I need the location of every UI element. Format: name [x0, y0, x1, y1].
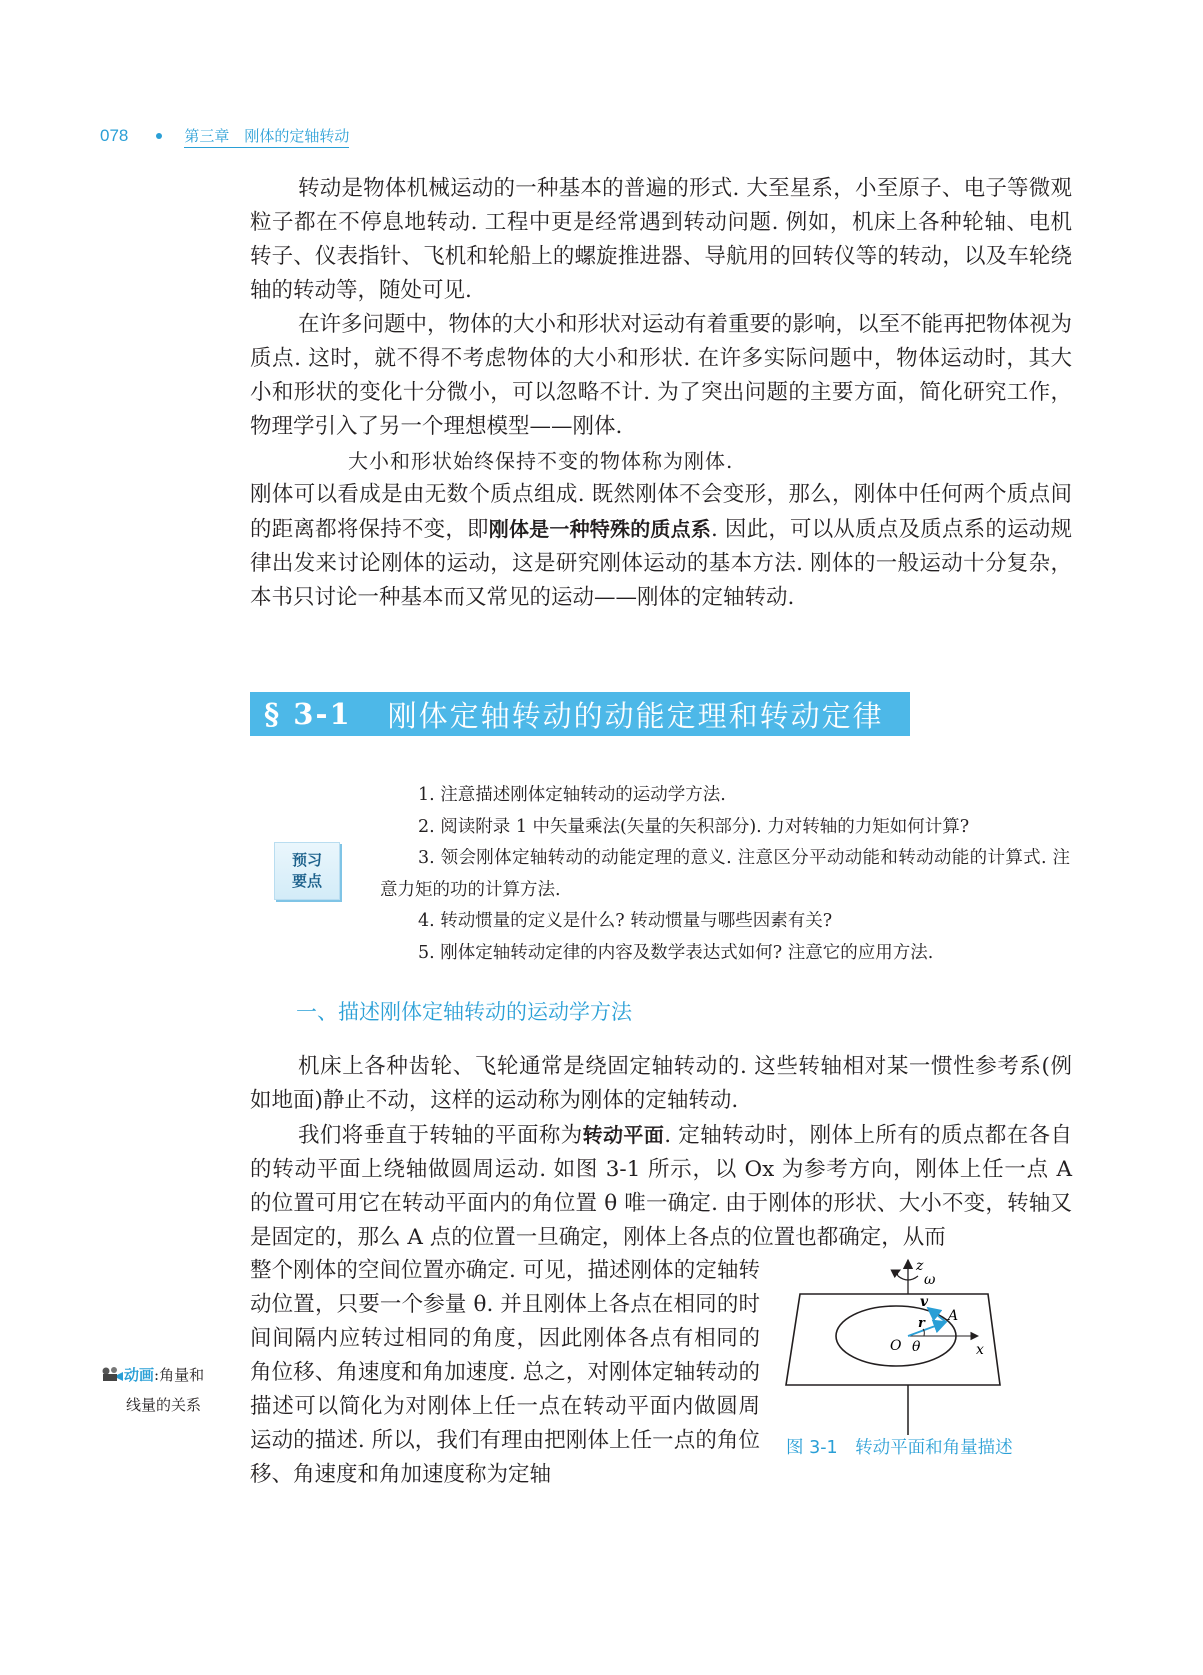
figure-3-1	[778, 1250, 1078, 1510]
paragraph: 整个刚体的空间位置亦确定. 可见，描述刚体的定轴转动位置，只要一个参量 θ. 并且刚体上各点在相同的时间间隔内应转过相同的角度，因此刚体各点有相同的角位移、角速度和角加速度. 总之，对刚体定轴转动的描述可以简化为对刚体上任一点在转动平面内做圆周运动的描述. 所以，我们有理由把刚体上任一点的角位移、角速度和角加速度称为定轴	[250, 1258, 760, 1487]
chapter-link[interactable]: 第三章 刚体的定轴转动	[184, 125, 349, 148]
paragraph: 机床上各种齿轮、飞轮通常是绕固定轴转动的. 这些转轴相对某一惯性参考系(例如地面)静止不动，这样的运动称为刚体的定轴转动.	[250, 1054, 1072, 1113]
intro-text	[250, 172, 1072, 615]
r-label: r	[918, 1316, 925, 1331]
section-number: § 3-1	[264, 697, 352, 731]
definition: 大小和形状始终保持不变的物体称为刚体.	[348, 449, 734, 473]
section-title: 刚体定轴转动的动能定理和转动定律	[387, 698, 884, 733]
paragraph: 转动是物体机械运动的一种基本的普遍的形式. 大至星系，小至原子、电子等微观粒子都在不停息地转动. 工程中更是经常遇到转动问题. 例如，机床上各种轮轴、电机转子、仪表指针、飞机和轮船上的螺旋推进器、导航用的回转仪等的转动，以及车轮绕轴的转动等，随处可见.	[250, 176, 1072, 303]
omega-label: ω	[924, 1272, 936, 1288]
note-text: :角量和	[154, 1366, 205, 1384]
list-item: 4. 转动惯量的定义是什么? 转动惯量与哪些因素有关?	[418, 911, 833, 931]
list-item: 3. 领会刚体定轴转动的动能定理的意义. 注意区分平动动能和转动动能的计算式. 注意力矩的功的计算方法.	[380, 848, 1070, 900]
list-item: 2. 阅读附录 1 中矢量乘法(矢量的矢积部分). 力对转轴的力矩如何计算?	[418, 816, 970, 837]
preview-list	[380, 780, 1070, 969]
text-run: 我们将垂直于转轴的平面称为	[298, 1123, 583, 1148]
subsection-title: 一、描述刚体定轴转动的运动学方法	[296, 1000, 632, 1024]
figure-caption: 图 3-1 转动平面和角量描述	[786, 1438, 1013, 1458]
x-label: x	[976, 1342, 984, 1358]
list-item: 5. 刚体定轴转动定律的内容及数学表达式如何? 注意它的应用方法.	[418, 942, 934, 963]
note-row	[100, 1360, 230, 1390]
text-run: . 因此，可以从质点及质点系的运动规律出发来讨论刚体的运动，这是研究刚体运动的基本方法. 刚体的一般运动十分复杂，本书只讨论一种基本而又常见的运动——刚体的定轴转动.	[250, 517, 1072, 610]
badge-line: 要点	[291, 872, 322, 890]
page-number: 078	[100, 126, 129, 145]
text-run: . 定轴转动时，刚体上所有的质点都在各自的转动平面上绕轴做圆周运动. 如图 3-1 所示，以 Ox 为参考方向，刚体上任一点 A 的位置可用它在转动平面内的角位置 θ 唯一确定. 由于刚体的形状、大小不变，转轴又是固定的，那么 A 点的位置一旦确定，刚体上各点的位置也都确定，从而	[250, 1123, 1073, 1250]
text-run: 刚体可以看成是由无数个质点组成. 既然刚体不会变形，那么，刚体中任何两个质点间的距离都将保持不变，即	[250, 482, 1072, 542]
v-label: v	[920, 1294, 929, 1310]
preview-badge	[274, 842, 340, 900]
emphasis: 刚体是一种特殊的质点系	[488, 517, 712, 541]
paragraph	[250, 1118, 1072, 1255]
animation-note[interactable]	[100, 1360, 230, 1420]
header-bullet	[156, 133, 162, 139]
wrapped-text	[250, 1254, 760, 1492]
emphasis: 转动平面	[582, 1123, 665, 1147]
point-a-label: A	[948, 1308, 959, 1324]
animation-label: 动画	[124, 1366, 155, 1384]
list-item: 1. 注意描述刚体定轴转动的运动学方法.	[418, 785, 726, 805]
note-text: 线量的关系	[126, 1396, 202, 1414]
rotation-plane-diagram	[778, 1250, 1078, 1450]
badge-line: 预习	[291, 851, 322, 869]
paragraph	[250, 478, 1072, 615]
film-camera-icon	[100, 1366, 124, 1384]
paragraph: 在许多问题中，物体的大小和形状对运动有着重要的影响，以至不能再把物体视为质点. 这时，就不得不考虑物体的大小和形状. 在许多实际问题中，物体运动时，其大小和形状的变化十分微小，可以忽略不计. 为了突出问题的主要方面，简化研究工作，物理学引入了另一个理想模型——刚体.	[250, 312, 1073, 439]
body-text	[250, 1050, 1072, 1255]
running-header	[100, 124, 349, 148]
theta-label: θ	[912, 1339, 921, 1355]
section-heading	[250, 692, 910, 736]
z-label: z	[916, 1258, 924, 1274]
origin-label: O	[890, 1338, 902, 1354]
rotation-arrowhead	[897, 1270, 900, 1276]
